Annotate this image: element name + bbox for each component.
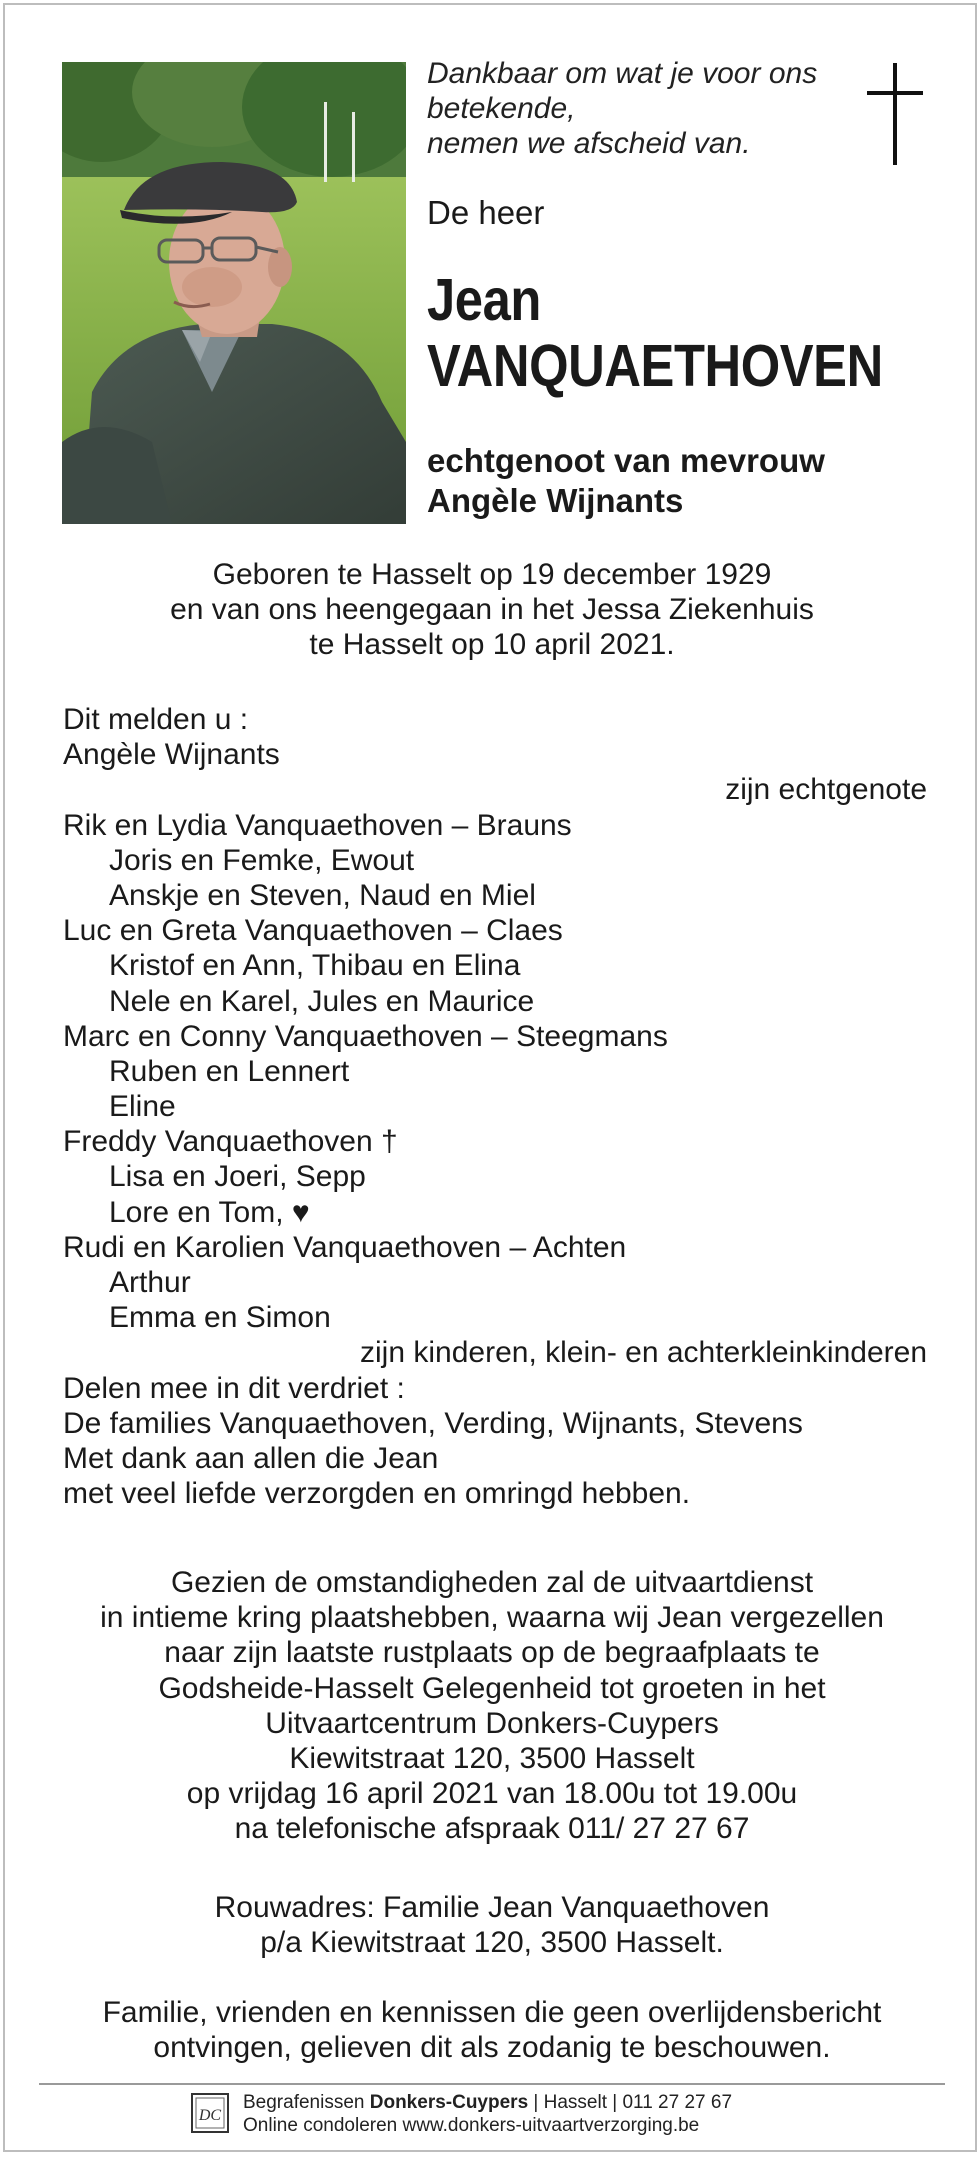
family-line: Luc en Greta Vanquaethoven – Claes xyxy=(63,914,563,948)
family-line: Rudi en Karolien Vanquaethoven – Achten xyxy=(63,1230,627,1264)
footer-company: Donkers-Cuypers xyxy=(369,2092,529,2113)
family-line: Joris en Femke, Ewout xyxy=(109,843,415,877)
footer-contact: | Hasselt | 011 27 27 67 xyxy=(528,2092,733,2113)
funeral-home-logo-icon xyxy=(191,2093,229,2133)
birth-death-details xyxy=(5,557,979,662)
obituary-card xyxy=(3,3,977,2152)
family-line: Rik en Lydia Vanquaethoven – Brauns xyxy=(63,808,572,842)
family-line: met veel liefde verzorgden en omringd hebben. xyxy=(63,1477,691,1511)
footer-prefix: Begrafenissen xyxy=(243,2092,370,2113)
ceremony-details xyxy=(5,1565,979,1847)
family-line: Ruben en Lennert xyxy=(109,1054,350,1088)
family-line: Freddy Vanquaethoven † xyxy=(63,1125,398,1159)
family-line: Kristof en Ann, Thibau en Elina xyxy=(109,949,521,983)
ceremony-line: na telefonische afspraak 011/ 27 27 67 xyxy=(234,1812,750,1846)
closing-line-2: ontvingen, gelieven dit als zodanig te beschouwen. xyxy=(153,2031,831,2065)
ceremony-line: op vrijdag 16 april 2021 van 18.00u tot 19.00u xyxy=(186,1777,798,1811)
family-line: Emma en Simon xyxy=(109,1301,331,1335)
family-line: Arthur xyxy=(109,1266,191,1299)
family-line: Angèle Wijnants xyxy=(63,738,280,772)
logo-text: DC xyxy=(198,2107,222,2124)
ceremony-line: Kiewitstraat 120, 3500 Hasselt xyxy=(289,1742,695,1776)
closing-notice xyxy=(5,1995,979,2065)
cross-icon xyxy=(867,63,923,165)
family-list xyxy=(63,702,927,1511)
family-line: Eline xyxy=(109,1090,176,1124)
portrait-image xyxy=(62,62,406,524)
family-line: Delen mee in dit verdriet : xyxy=(63,1371,405,1405)
family-line: Marc en Conny Vanquaethoven – Steegmans xyxy=(63,1019,668,1053)
family-line: Nele en Karel, Jules en Maurice xyxy=(109,984,535,1018)
address-line-2: p/a Kiewitstraat 120, 3500 Hasselt. xyxy=(260,1926,724,1960)
intro-line-3: nemen we afscheid van. xyxy=(427,127,751,160)
family-line: Lisa en Joeri, Sepp xyxy=(109,1160,366,1194)
intro-line-1: Dankbaar om wat je voor ons xyxy=(427,57,818,90)
closing-line-1: Familie, vrienden en kennissen die geen overlijdensbericht xyxy=(102,1996,882,2029)
last-name: VANQUAETHOVEN xyxy=(427,333,883,399)
family-line: De families Vanquaethoven, Verding, Wijnants, Stevens xyxy=(63,1406,803,1440)
footer-divider xyxy=(39,2083,945,2085)
spouse-line-1: echtgenoot van mevrouw xyxy=(427,442,825,479)
family-line: Anskje en Steven, Naud en Miel xyxy=(109,878,536,912)
honorific: De heer xyxy=(427,194,545,231)
ceremony-line: Godsheide-Hasselt Gelegenheid tot groeten in het xyxy=(158,1671,826,1705)
family-line: zijn kinderen, klein- en achterkleinkinderen xyxy=(360,1336,927,1370)
first-name: Jean xyxy=(427,267,541,333)
ceremony-line: in intieme kring plaatshebben, waarna wij Jean vergezellen xyxy=(100,1601,884,1635)
family-line: Dit melden u : xyxy=(63,703,249,736)
family-line: zijn echtgenote xyxy=(725,773,927,807)
address-line-1: Rouwadres: Familie Jean Vanquaethoven xyxy=(214,1891,770,1924)
mourning-address xyxy=(5,1890,979,1960)
intro-verse xyxy=(427,56,867,161)
birth-line-3: te Hasselt op 10 april 2021. xyxy=(309,628,675,661)
footer-text xyxy=(243,2091,732,2137)
ceremony-line: Uitvaartcentrum Donkers-Cuypers xyxy=(265,1706,719,1740)
ceremony-line: Gezien de omstandigheden zal de uitvaartdienst xyxy=(170,1566,814,1599)
footer-condolence-link[interactable]: Online condoleren www.donkers-uitvaartverzorging.be xyxy=(243,2115,700,2136)
spouse-relation xyxy=(427,441,947,521)
intro-line-2: betekende, xyxy=(427,92,576,125)
family-line: Lore en Tom, ♥ xyxy=(109,1195,310,1229)
family-line: Met dank aan allen die Jean xyxy=(63,1441,439,1475)
spouse-line-2: Angèle Wijnants xyxy=(427,482,684,519)
deceased-name xyxy=(427,267,883,399)
portrait-photo xyxy=(62,62,406,524)
footer-line-1 xyxy=(243,2091,732,2114)
birth-line-1: Geboren te Hasselt op 19 december 1929 xyxy=(212,558,772,591)
ceremony-line: naar zijn laatste rustplaats op de begraafplaats te xyxy=(164,1636,820,1670)
birth-line-2: en van ons heengegaan in het Jessa Ziekenhuis xyxy=(170,593,814,626)
